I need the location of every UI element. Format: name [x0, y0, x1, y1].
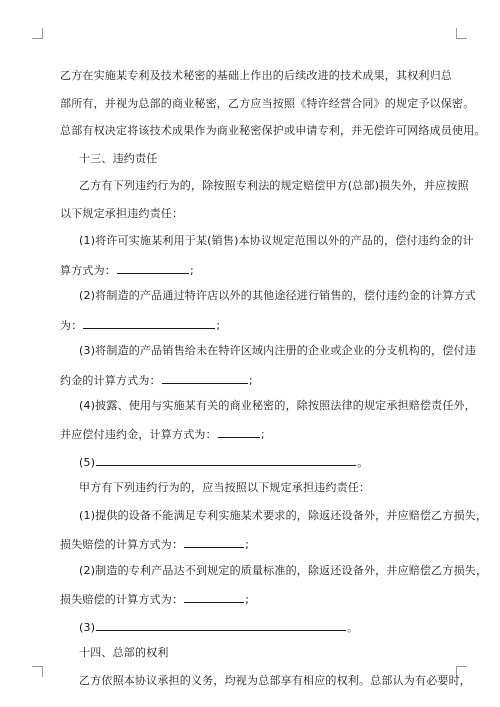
clause-line: 损失赔偿的计算方式为： ;: [60, 538, 250, 551]
fill-in-blank[interactable]: [96, 454, 356, 466]
paragraph-line: 乙方有下列违约行为的，除按照专利法的规定赔偿甲方(总部)损失外，并应按照: [79, 179, 469, 192]
clause-line: 算方式为： ;: [60, 264, 194, 277]
clause-line: (2)制造的专利产品达不到规定的质量标准的，除返还设备外，并应赔偿乙方损失，: [79, 564, 488, 577]
paragraph-line: 乙方依照本协议承担的义务，均视为总部享有相应的权利。总部认为有必要时，: [79, 674, 471, 687]
section-heading: 十四、总部的权利: [79, 646, 169, 659]
fill-in-blank[interactable]: [96, 619, 346, 631]
clause-line: (3) 。: [79, 621, 359, 634]
clause-line: 并应偿付违约金，计算方式为： ;: [60, 428, 265, 441]
clause-line: (1)提供的设备不能满足专利实施某术要求的，除返还设备外，并应赔偿乙方损失，: [79, 509, 488, 522]
clause-line: (4)披露、使用与实施某有关的商业秘密的，除按照法律的规定承担赔偿责任外，: [79, 399, 476, 412]
fill-in-blank[interactable]: [117, 262, 189, 274]
crop-mark-bottom-left: [32, 666, 43, 677]
paragraph-line: 甲方有下列违约行为的，应当按照以下规定承担违约责任：: [79, 481, 371, 494]
fill-in-blank[interactable]: [184, 536, 244, 548]
clause-line: 为： ;: [60, 319, 221, 332]
crop-mark-top-left: [32, 28, 43, 39]
fill-in-blank[interactable]: [83, 317, 215, 329]
crop-mark-top-right: [456, 28, 467, 39]
section-heading: 十三、违约责任: [79, 152, 158, 165]
clause-line: (1)将许可实施某利用于某(销售)本协议规定范围以外的产品的，偿付违约金的计: [79, 234, 474, 247]
paragraph-line: 以下规定承担违约责任：: [60, 207, 184, 220]
clause-line: (2)将制造的产品通过特许店以外的其他途径进行销售的，偿付违约金的计算方式: [79, 289, 476, 302]
clause-line: (3)将制造的产品销售给未在特许区域内注册的企业或企业的分支机构的，偿付违: [79, 344, 476, 357]
fill-in-blank[interactable]: [162, 372, 248, 384]
paragraph-line: 总部有权决定将该技术成果作为商业秘密保护或申请专利，并无偿许可网络成员使用。: [60, 124, 486, 137]
fill-in-blank[interactable]: [184, 591, 244, 603]
paragraph-line: 乙方在实施某专利及技术秘密的基础上作出的后续改进的技术成果，其权利归总: [60, 69, 452, 82]
fill-in-blank[interactable]: [218, 426, 260, 438]
clause-line: 约金的计算方式为： ;: [60, 374, 253, 387]
paragraph-line: 部所有，并视为总部的商业秘密，乙方应当按照《特许经营合同》的规定予以保密。: [60, 97, 475, 110]
clause-line: (5) 。: [79, 456, 369, 469]
clause-line: 损失赔偿的计算方式为： ;: [60, 593, 250, 606]
